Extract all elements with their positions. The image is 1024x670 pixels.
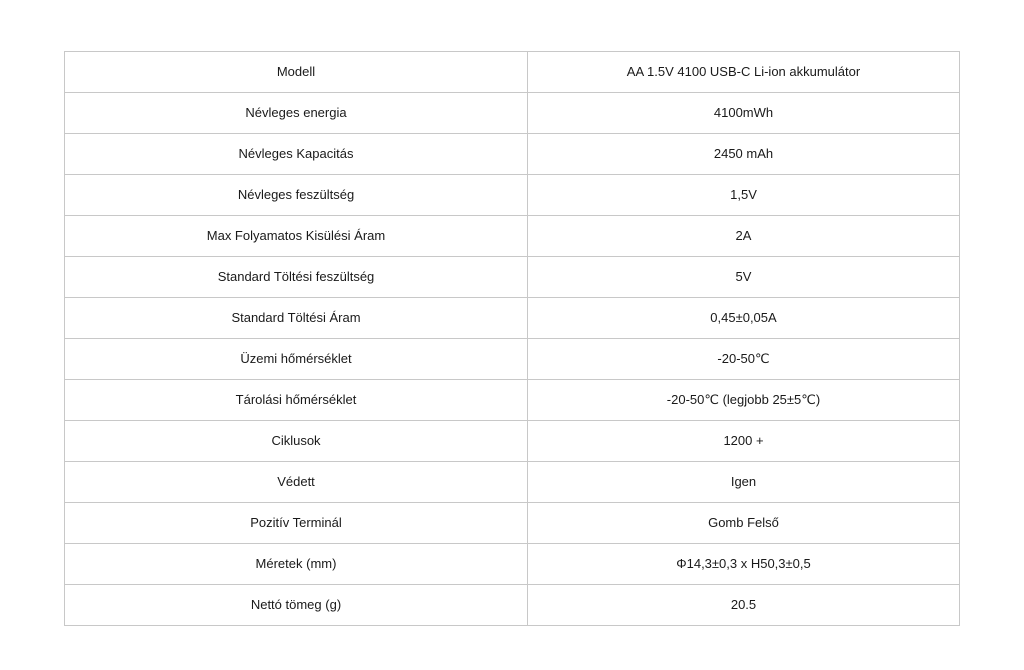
spec-row-cycles (65, 421, 960, 462)
spec-row-charge-voltage (65, 257, 960, 298)
spec-label: Nettó tömeg (g) (65, 585, 528, 626)
spec-row-rated-capacity (65, 134, 960, 175)
spec-row-operating-temperature (65, 339, 960, 380)
spec-value: 4100mWh (528, 93, 960, 134)
spec-label: Standard Töltési feszültség (65, 257, 528, 298)
spec-label: Névleges energia (65, 93, 528, 134)
spec-row-charge-current (65, 298, 960, 339)
spec-label: Max Folyamatos Kisülési Áram (65, 216, 528, 257)
spec-label: Üzemi hőmérséklet (65, 339, 528, 380)
spec-label: Névleges Kapacitás (65, 134, 528, 175)
spec-label: Névleges feszültség (65, 175, 528, 216)
spec-table (64, 51, 960, 626)
spec-value: 2450 mAh (528, 134, 960, 175)
spec-label: Ciklusok (65, 421, 528, 462)
spec-value: Φ14,3±0,3 x H50,3±0,5 (528, 544, 960, 585)
spec-label: Védett (65, 462, 528, 503)
spec-row-max-discharge-current (65, 216, 960, 257)
spec-value: 20.5 (528, 585, 960, 626)
spec-value: 2A (528, 216, 960, 257)
spec-value: -20-50℃ (legjobb 25±5℃) (528, 380, 960, 421)
spec-value: 1,5V (528, 175, 960, 216)
spec-row-rated-voltage (65, 175, 960, 216)
spec-row-rated-energy (65, 93, 960, 134)
spec-value: Igen (528, 462, 960, 503)
spec-label: Méretek (mm) (65, 544, 528, 585)
spec-row-model (65, 52, 960, 93)
spec-label: Tárolási hőmérséklet (65, 380, 528, 421)
spec-value: 5V (528, 257, 960, 298)
spec-row-net-weight (65, 585, 960, 626)
spec-label: Pozitív Terminál (65, 503, 528, 544)
spec-value: 1200 + (528, 421, 960, 462)
spec-value: 0,45±0,05A (528, 298, 960, 339)
spec-row-positive-terminal (65, 503, 960, 544)
spec-value: Gomb Felső (528, 503, 960, 544)
spec-value: -20-50℃ (528, 339, 960, 380)
spec-label: Standard Töltési Áram (65, 298, 528, 339)
spec-value: AA 1.5V 4100 USB-C Li-ion akkumulátor (528, 52, 960, 93)
spec-row-dimensions (65, 544, 960, 585)
spec-label: Modell (65, 52, 528, 93)
spec-row-storage-temperature (65, 380, 960, 421)
spec-row-protected (65, 462, 960, 503)
